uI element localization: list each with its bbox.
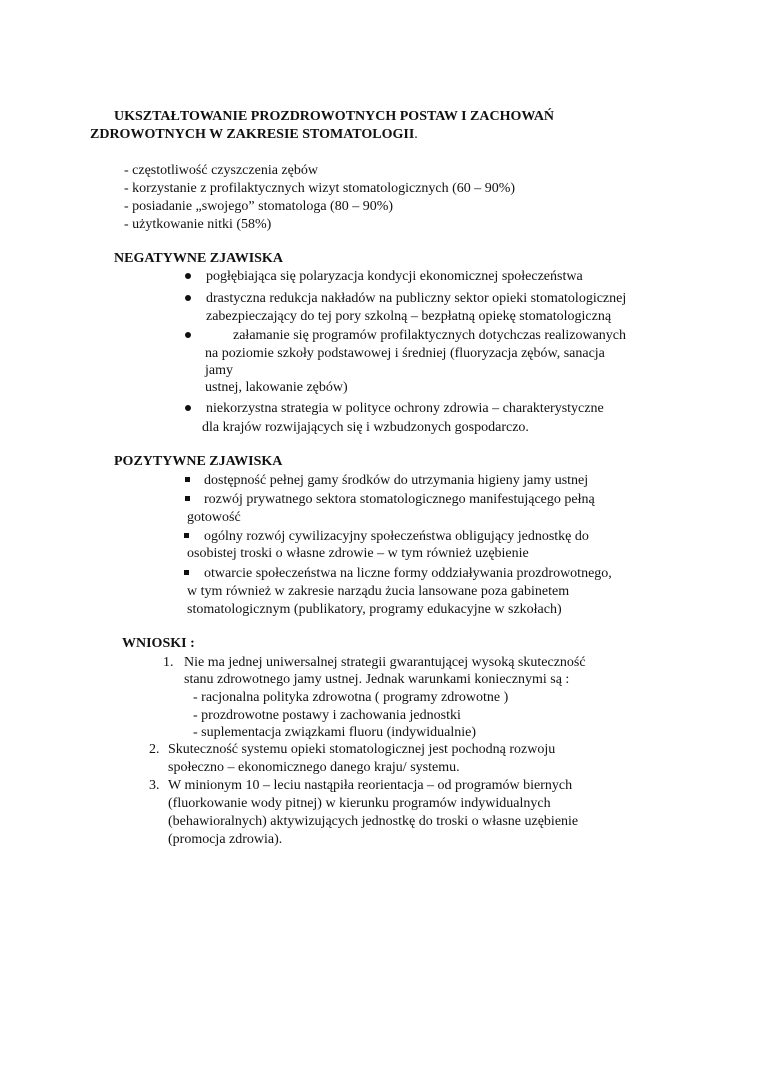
conclusions-heading: WNIOSKI :	[122, 636, 195, 651]
conclusion-line: (behawioralnych) aktywizujących jednostkę do troski o własne uzębienie	[168, 814, 579, 829]
conclusion-line: społeczno – ekonomicznego danego kraju/ systemu.	[168, 760, 460, 775]
conclusion-line: Nie ma jednej uniwersalnej strategii gwarantującej wysoką skuteczność	[184, 655, 586, 670]
positive-heading: POZYTYWNE ZJAWISKA	[114, 454, 283, 469]
conclusion-number: 2.	[149, 742, 160, 757]
negative-item-line: drastyczna redukcja nakładów na publiczny sektor opieki stomatologicznej	[206, 291, 627, 306]
title-period: .	[414, 127, 418, 142]
bullet-dot-icon	[185, 332, 191, 338]
conclusion-number: 3.	[149, 778, 160, 793]
title-line-2	[90, 126, 418, 144]
conclusion-line: W minionym 10 – leciu nastąpiła reorientacja – od programów biernych	[168, 778, 573, 793]
intro-item: - użytkowanie nitki (58%)	[124, 217, 272, 232]
negative-item-line: pogłębiająca się polaryzacja kondycji ekonomicznej społeczeństwa	[206, 269, 583, 284]
bullet-dot-icon	[185, 295, 191, 301]
negative-item-line: ustnej, lakowanie zębów)	[205, 380, 348, 395]
positive-item-line: w tym również w zakresie narządu żucia lansowane poza gabinetem	[187, 584, 570, 599]
conclusion-sub-item: - prozdrowotne postawy i zachowania jednostki	[193, 708, 461, 723]
positive-item-line: otwarcie społeczeństwa na liczne formy oddziaływania prozdrowotnego,	[204, 566, 612, 581]
negative-item-line: dla krajów rozwijających się i wzbudzonych gospodarczo.	[202, 420, 529, 435]
intro-item: - częstotliwość czyszczenia zębów	[124, 163, 318, 178]
conclusion-sub-item: - suplementacja związkami fluoru (indywidualnie)	[193, 725, 477, 740]
intro-item: - posiadanie „swojego” stomatologa (80 – 90%)	[124, 199, 394, 214]
title-line-2-text: ZDROWOTNYCH W ZAKRESIE STOMATOLOGII	[90, 127, 415, 142]
negative-item-line: na poziomie szkoły podstawowej i średniej (fluoryzacja zębów, sanacja	[205, 346, 605, 361]
bullet-square-icon	[185, 496, 190, 501]
conclusion-number: 1.	[163, 655, 174, 670]
positive-item-line: rozwój prywatnego sektora stomatologicznego manifestującego pełną	[204, 492, 595, 507]
negative-item-line: jamy	[205, 363, 233, 378]
bullet-dot-icon	[185, 405, 191, 411]
negative-item-line: załamanie się programów profilaktycznych dotychczas realizowanych	[233, 328, 626, 343]
negative-item-line: zabezpieczający do tej pory szkolną – bezpłatną opiekę stomatologiczną	[206, 309, 612, 324]
bullet-square-icon	[185, 477, 190, 482]
positive-item-line: gotowość	[187, 510, 241, 525]
conclusion-line: Skuteczność systemu opieki stomatologicznej jest pochodną rozwoju	[168, 742, 556, 757]
bullet-square-icon	[184, 570, 189, 575]
bullet-dot-icon	[185, 273, 191, 279]
title-line-1: UKSZTAŁTOWANIE PROZDROWOTNYCH POSTAW I ZACHOWAŃ	[114, 109, 555, 124]
conclusion-line: stanu zdrowotnego jamy ustnej. Jednak warunkami koniecznymi są :	[184, 672, 570, 687]
conclusion-line: (promocja zdrowia).	[168, 832, 283, 847]
positive-item-line: dostępność pełnej gamy środków do utrzymania higieny jamy ustnej	[204, 473, 589, 488]
negative-heading: NEGATYWNE ZJAWISKA	[114, 251, 283, 266]
conclusion-sub-item: - racjonalna polityka zdrowotna ( programy zdrowotne )	[193, 690, 509, 705]
positive-item-line: ogólny rozwój cywilizacyjny społeczeństwa obligujący jednostkę do	[204, 529, 589, 544]
positive-item-line: osobistej troski o własne zdrowie – w tym również uzębienie	[187, 546, 529, 561]
positive-item-line: stomatologicznym (publikatory, programy edukacyjne w szkołach)	[187, 602, 562, 617]
intro-item: - korzystanie z profilaktycznych wizyt stomatologicznych (60 – 90%)	[124, 181, 516, 196]
conclusion-line: (fluorkowanie wody pitnej) w kierunku programów indywidualnych	[168, 796, 551, 811]
bullet-square-icon	[184, 533, 189, 538]
negative-item-line: niekorzystna strategia w polityce ochrony zdrowia – charakterystyczne	[206, 401, 604, 416]
